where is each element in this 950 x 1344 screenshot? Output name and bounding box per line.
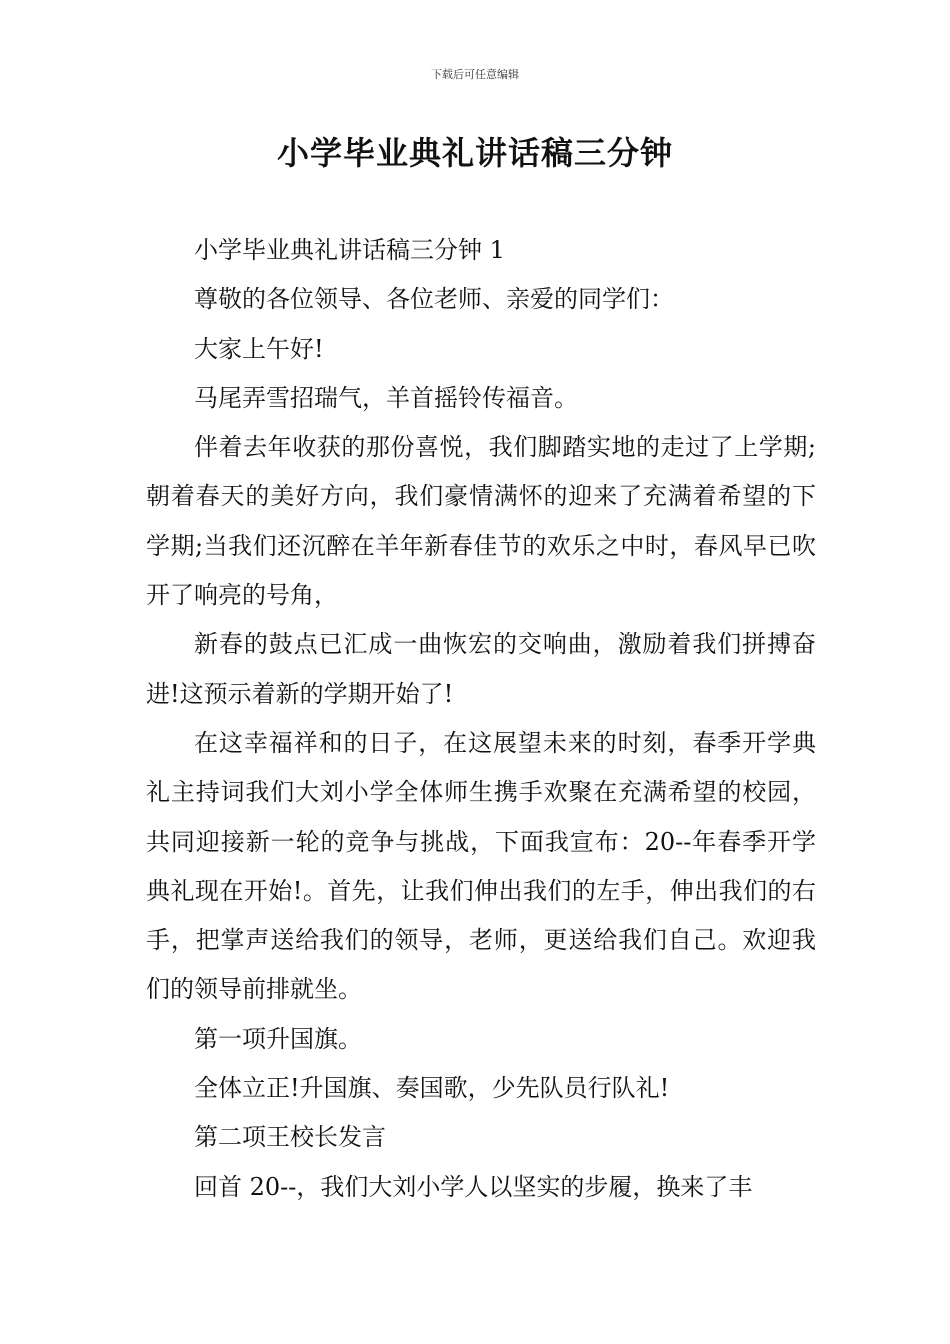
paragraph: 在这幸福祥和的日子，在这展望未来的时刻，春季开学典礼主持词我们大刘小学全体师生携手欢聚在充满希望的校园，共同迎接新一轮的竞争与挑战，下面我宣布：20--年春季开学典礼现在开始!。首先，让我们伸出我们的左手，伸出我们的右手，把掌声送给我们的领导，老师，更送给我们自己。欢迎我们的领导前排就坐。 (146, 728, 816, 1004)
paragraph: 小学毕业典礼讲话稿三分钟 1 (194, 236, 505, 264)
paragraph: 第二项王校长发言 (194, 1123, 386, 1152)
paragraph: 马尾弄雪招瑞气，羊首摇铃传福音。 (194, 383, 578, 412)
document-body (146, 226, 816, 1212)
document-title: 小学毕业典礼讲话稿三分钟 (276, 134, 673, 172)
paragraph: 新春的鼓点已汇成一曲恢宏的交响曲，激励着我们拼搏奋进!这预示着新的学期开始了! (146, 630, 816, 708)
paragraph: 回首 20--，我们大刘小学人以坚实的步履，换来了丰 (194, 1172, 753, 1201)
paragraph: 全体立正!升国旗、奏国歌，少先队员行队礼! (194, 1074, 670, 1103)
paragraph: 第一项升国旗。 (194, 1024, 362, 1053)
header-note: 下载后可任意编辑 (431, 68, 519, 81)
paragraph: 大家上午好! (194, 334, 324, 363)
paragraph: 伴着去年收获的那份喜悦，我们脚踏实地的走过了上学期;朝着春天的美好方向，我们豪情满怀的迎来了充满着希望的下学期;当我们还沉醉在羊年新春佳节的欢乐之中时，春风早已吹开了响亮的号角， (146, 433, 816, 610)
paragraph: 尊敬的各位领导、各位老师、亲爱的同学们： (194, 285, 674, 314)
